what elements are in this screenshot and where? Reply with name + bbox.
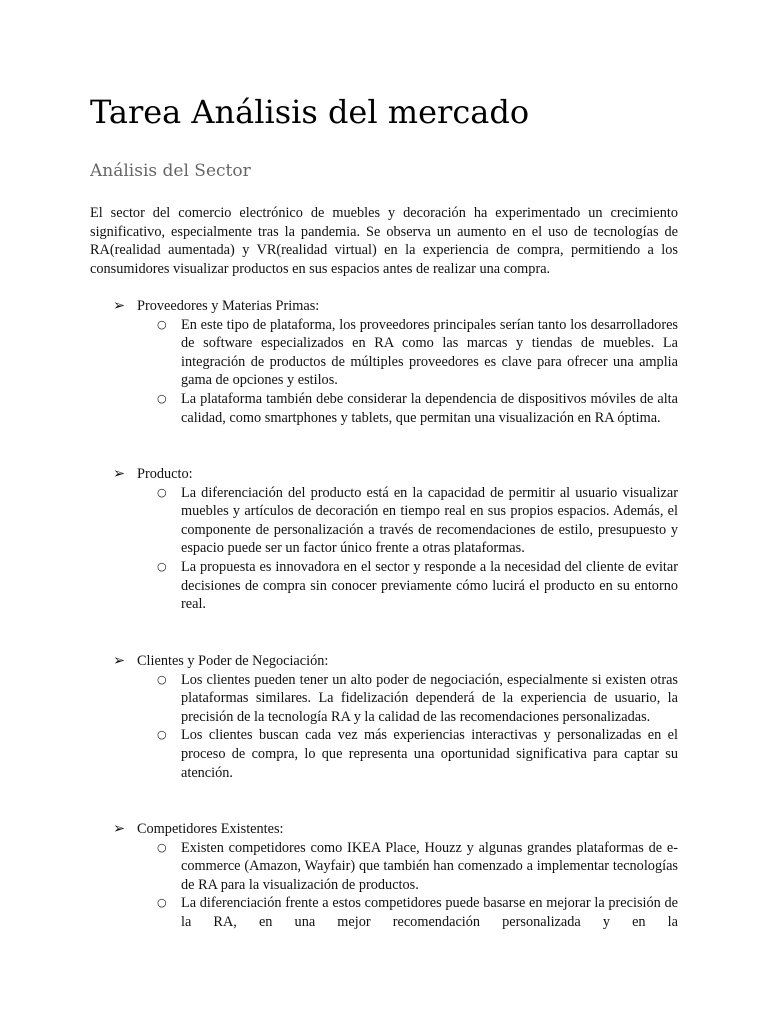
circle-bullet-icon: ○ [157, 559, 167, 573]
arrow-bullet-icon: ➢ [113, 298, 125, 314]
bullet-list [0, 484, 768, 614]
list-item-text: La plataforma también debe considerar la dependencia de dispositivos móviles de alta calidad, como smartphones y tablets, que permitan una visualización en RA óptima. [181, 390, 678, 426]
section-heading-label: Clientes y Poder de Negociación: [137, 653, 329, 669]
circle-bullet-icon: ○ [157, 728, 167, 742]
arrow-bullet-icon: ➢ [113, 653, 125, 669]
arrow-bullet-icon: ➢ [113, 821, 125, 837]
list-item [0, 316, 768, 390]
list-item-text: La diferenciación del producto está en la capacidad de permitir al usuario visualizar muebles y artículos de decoración en tiempo real en sus propios espacios. Además, el componente de personalización a través de recomendaciones de estilo, presupuesto y espacio puede ser un factor único frente a otras plataformas. [181, 484, 678, 557]
section-heading [113, 652, 328, 671]
circle-bullet-icon: ○ [157, 896, 167, 910]
section-heading-label: Competidores Existentes: [137, 821, 284, 837]
list-item [0, 839, 768, 895]
bullet-list [0, 671, 768, 783]
circle-bullet-icon: ○ [157, 317, 167, 331]
section-heading [113, 297, 319, 316]
list-item [0, 894, 768, 931]
section-heading [113, 465, 193, 484]
list-item [0, 558, 768, 614]
circle-bullet-icon: ○ [157, 840, 167, 854]
document-title: Tarea Análisis del mercado [90, 93, 530, 131]
arrow-bullet-icon: ➢ [113, 466, 125, 482]
list-item-text: Los clientes pueden tener un alto poder de negociación, especialmente si existen otras plataformas similares. La fidelización dependerá de la experiencia de usuario, la precisión de la tecnología RA y la calidad de las recomendaciones personalizadas. [181, 671, 678, 725]
bullet-list [0, 316, 768, 428]
circle-bullet-icon: ○ [157, 672, 167, 686]
circle-bullet-icon: ○ [157, 391, 167, 405]
list-item [0, 484, 768, 558]
list-item [0, 671, 768, 727]
section-heading-label: Proveedores y Materias Primas: [137, 298, 320, 314]
list-item-text: Los clientes buscan cada vez más experiencias interactivas y personalizadas en el proceso de compra, lo que representa una oportunidad significativa para captar su atención. [181, 727, 678, 781]
section-subtitle: Análisis del Sector [90, 161, 251, 181]
circle-bullet-icon: ○ [157, 485, 167, 499]
list-item [0, 390, 768, 427]
list-item-text: La propuesta es innovadora en el sector y responde a la necesidad del cliente de evitar decisiones de compra sin conocer previamente cómo lucirá el producto en su entorno real. [181, 558, 678, 613]
list-item-text: Existen competidores como IKEA Place, Houzz y algunas grandes plataformas de e-commerce (Amazon, Wayfair) que también han comenzado a implementar tecnologías de RA para la visualización de productos. [181, 839, 678, 893]
bullet-list [0, 839, 768, 932]
section-heading [113, 820, 284, 839]
list-item [0, 726, 768, 782]
list-item-text: En este tipo de plataforma, los proveedores principales serían tanto los desarrolladores de software especializados en RA como las marcas y tiendas de muebles. La integración de productos de múltiples proveedores es clave para ofrecer una amplia gama de opciones y estilos. [181, 316, 678, 389]
intro-paragraph: El sector del comercio electrónico de muebles y decoración ha experimentado un crecimiento significativo, especialmente tras la pandemia. Se observa un aumento en el uso de tecnologías de RA(realidad aumentada) y VR(realidad virtual) en la experiencia de compra, permitiendo a los consumidores visualizar productos en sus espacios antes de realizar una compra. [90, 205, 678, 277]
list-item-text: La diferenciación frente a estos competidores puede basarse en mejorar la precisión de la RA, en una mejor recomendación personalizada y en la [181, 895, 678, 930]
section-heading-label: Producto: [137, 466, 193, 482]
